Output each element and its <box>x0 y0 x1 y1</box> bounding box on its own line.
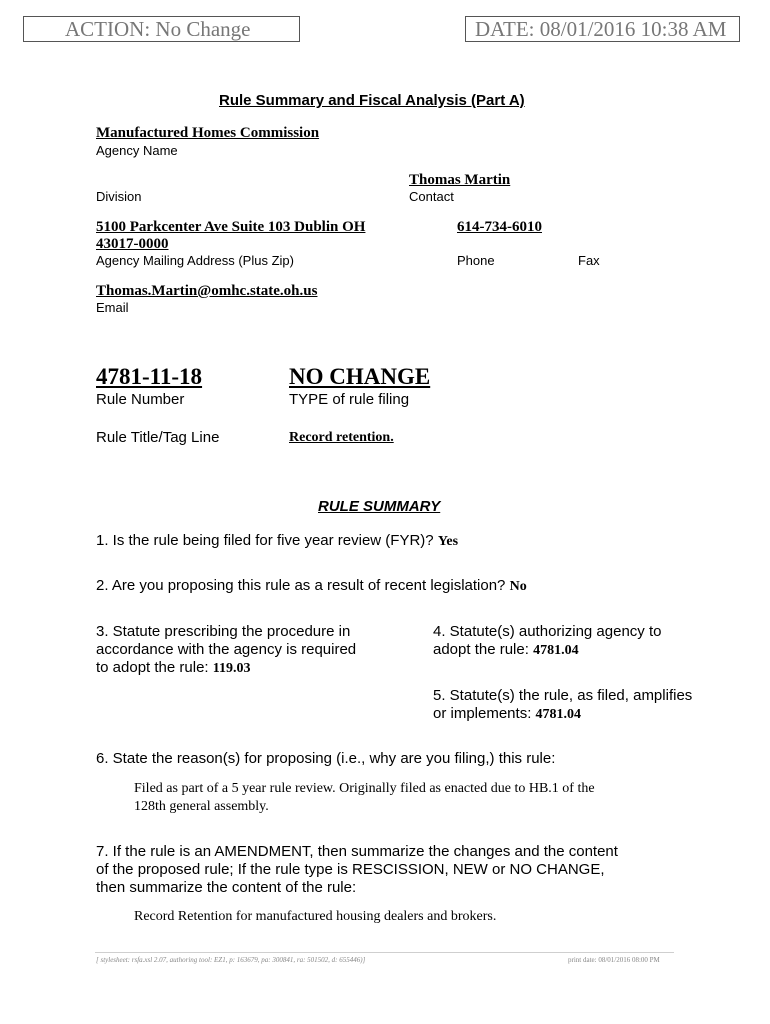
phone-label: Phone <box>457 253 495 268</box>
rule-number: 4781-11-18 <box>96 364 203 389</box>
answer-6-line-2: 128th general assembly. <box>134 799 269 814</box>
page-title: Rule Summary and Fiscal Analysis (Part A) <box>219 92 525 109</box>
question-7-line-2: of the proposed rule; If the rule type is RESCISSION, NEW or NO CHANGE, <box>96 861 605 878</box>
question-5-line-2: or implements: <box>433 705 532 722</box>
phone-number: 614-734-6010 <box>457 219 542 235</box>
action-text: ACTION: No Change <box>65 17 251 41</box>
answer-4: 4781.04 <box>533 643 579 658</box>
email-address: Thomas.Martin@omhc.state.oh.us <box>96 283 318 299</box>
contact-name: Thomas Martin <box>409 172 511 188</box>
rule-filing-type: NO CHANGE <box>289 364 431 389</box>
address-line-2: 43017-0000 <box>96 236 169 252</box>
question-3-line-2: accordance with the agency is required <box>96 641 357 658</box>
address-line-1: 5100 Parkcenter Ave Suite 103 Dublin OH <box>96 219 366 235</box>
question-7 <box>96 843 618 897</box>
rule-title-label: Rule Title/Tag Line <box>96 429 220 446</box>
question-7-line-1: 7. If the rule is an AMENDMENT, then summarize the changes and the content <box>96 843 618 860</box>
division-label: Division <box>96 189 142 204</box>
question-3-line-1: 3. Statute prescribing the procedure in <box>96 623 351 640</box>
footer-print-date: print date: 08/01/2016 08:00 PM <box>568 956 660 964</box>
email-label: Email <box>96 300 129 315</box>
footer-divider <box>95 952 674 953</box>
question-4 <box>433 623 661 660</box>
question-4-line-1: 4. Statute(s) authorizing agency to <box>433 623 662 640</box>
answer-3: 119.03 <box>212 661 251 676</box>
answer-5: 4781.04 <box>535 707 582 722</box>
answer-6-line-1: Filed as part of a 5 year rule review. Originally filed as enacted due to HB.1 of the <box>134 781 595 796</box>
agency-name: Manufactured Homes Commission <box>96 125 320 141</box>
question-7-line-3: then summarize the content of the rule: <box>96 879 357 896</box>
date-text: DATE: 08/01/2016 10:38 AM <box>475 17 727 41</box>
footer-stylesheet-info: [ stylesheet: rsfa.xsl 2.07, authoring tool: EZ1, p: 163679, pa: 300841, ra: 501502, d: 655446)] <box>96 956 366 964</box>
rule-summary-heading: RULE SUMMARY <box>318 498 441 515</box>
question-4-line-2: adopt the rule: <box>433 641 529 658</box>
action-header-box <box>23 16 300 42</box>
agency-name-label: Agency Name <box>96 143 178 158</box>
address-label: Agency Mailing Address (Plus Zip) <box>96 253 294 268</box>
answer-7: Record Retention for manufactured housing dealers and brokers. <box>134 909 497 924</box>
question-3 <box>96 623 356 678</box>
question-5 <box>433 687 692 724</box>
answer-2: No <box>509 579 527 594</box>
answer-6 <box>134 780 595 816</box>
question-2-text: 2. Are you proposing this rule as a result of recent legislation? <box>96 577 506 594</box>
rule-number-label: Rule Number <box>96 391 185 408</box>
rule-filing-type-label: TYPE of rule filing <box>289 391 410 408</box>
fax-label: Fax <box>578 253 600 268</box>
question-6: 6. State the reason(s) for proposing (i.e., why are you filing,) this rule: <box>96 750 556 767</box>
answer-1: Yes <box>437 534 459 549</box>
question-2 <box>96 577 527 595</box>
question-5-line-1: 5. Statute(s) the rule, as filed, amplifies <box>433 687 693 704</box>
contact-label: Contact <box>409 189 454 204</box>
date-header-box <box>465 16 740 42</box>
question-3-line-3: to adopt the rule: <box>96 659 209 676</box>
question-1-text: 1. Is the rule being filed for five year review (FYR)? <box>96 532 434 549</box>
question-1 <box>96 532 458 550</box>
rule-title: Record retention. <box>289 430 394 445</box>
